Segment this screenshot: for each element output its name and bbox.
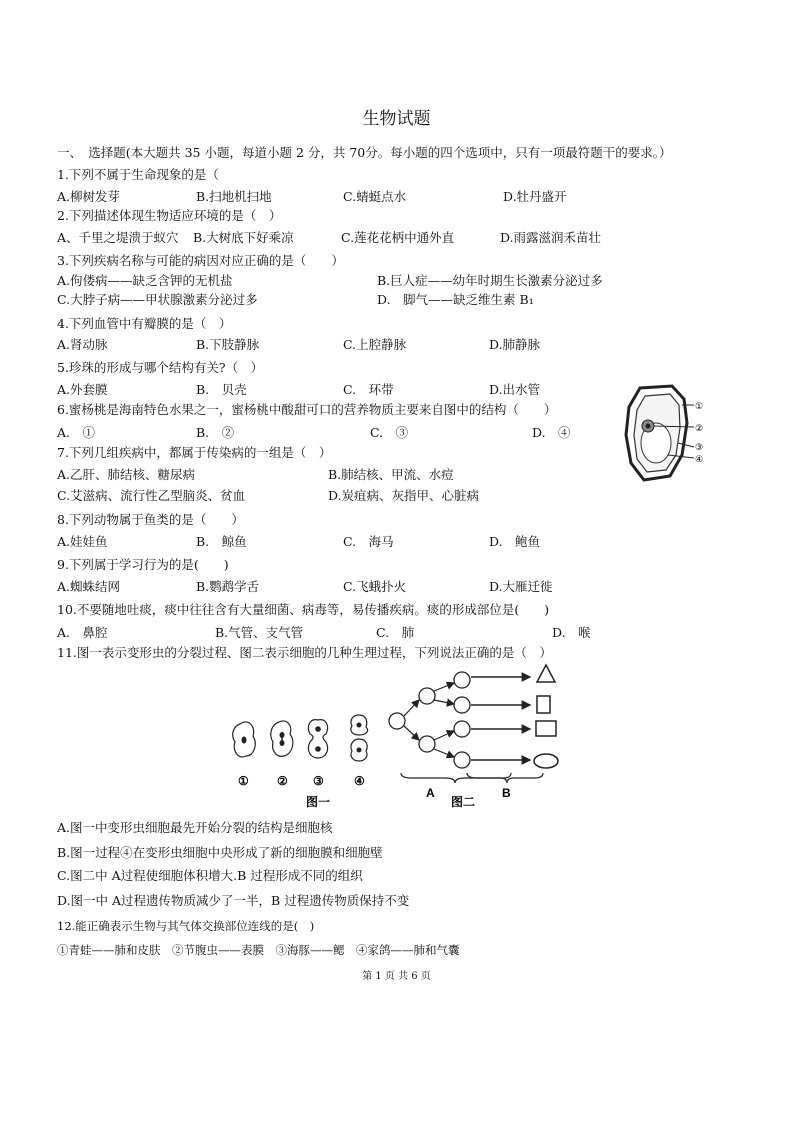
fig2-label-a: A [426,786,435,800]
q10-option-c: C. 肺 [376,625,415,640]
question-10: 10.不要随地吐痰，痰中往往含有大量细菌、病毒等，易传播疾病。痰的形成部位是( ) [57,602,550,617]
cell-label-1: ① [695,401,704,411]
fig1-num-2: ② [277,774,288,788]
q4-option-b: B.下肢静脉 [196,337,260,352]
fig1-num-3: ③ [313,774,324,788]
q4-option-a: A.肾动脉 [57,337,108,352]
q6-option-c: C. ③ [370,425,409,440]
q8-option-c: C. 海马 [343,534,394,549]
q7-option-a: A.乙肝、肺结核、糖尿病 [57,467,196,482]
q3-option-d: D. 脚气——缺乏维生素 B₁ [377,292,534,307]
q9-option-c: C.飞蛾扑火 [343,579,407,594]
q7-option-c: C.艾滋病、流行性乙型脑炎、贫血 [57,488,246,503]
question-8: 8.下列动物属于鱼类的是（ ） [57,512,244,527]
q9-option-a: A.蜘蛛结网 [57,579,121,594]
q7-option-b: B.肺结核、甲流、水痘 [328,467,454,482]
q2-option-b: B.大树底下好乘凉 [193,230,294,245]
question-2: 2.下列描述体现生物适应环境的是（ ） [57,208,282,223]
section-heading: 一、 选择题(本大题共 35 小题，每道小题 2 分，共 70分。每小题的四个选项中，只有一项最符题干的要求。） [57,145,672,160]
q2-option-a: A、千里之堤溃于蚁穴 [57,230,179,245]
fig1-num-4: ④ [354,774,365,788]
q10-option-b: B.气管、支气管 [215,625,304,640]
page-footer: 第 1 页 共 6 页 [362,971,431,982]
q10-option-a: A. 鼻腔 [57,625,108,640]
q10-option-d: D. 喉 [552,625,591,640]
q8-option-a: A.娃娃鱼 [57,534,108,549]
q4-option-d: D.肺静脉 [489,337,541,352]
q1-option-a: A.柳树发芽 [57,189,121,204]
q5-option-a: A.外套膜 [57,382,108,397]
question-7: 7.下列几组疾病中，都属于传染病的一组是（ ） [57,445,332,460]
figure-2-cell-processes [385,660,565,810]
q8-option-b: B. 鲸鱼 [196,534,247,549]
q3-option-c: C.大脖子病——甲状腺激素分泌过多 [57,292,258,307]
q11-option-b: B.图一过程④在变形虫细胞中央形成了新的细胞膜和细胞壁 [57,845,383,860]
q1-option-b: B.扫地机扫地 [196,189,272,204]
q11-option-c: C.图二中 A过程使细胞体积增大.B 过程形成不同的组织 [57,868,363,883]
q2-option-c: C.莲花花柄中通外直 [341,230,455,245]
cell-label-4: ④ [695,454,704,464]
q6-option-d: D. ④ [532,425,571,440]
question-9: 9.下列属于学习行为的是( ) [57,557,229,572]
fig1-num-1: ① [238,774,249,788]
question-12: 12.能正确表示生物与其气体交换部位连线的是( ) [57,919,315,933]
q8-option-d: D. 鲍鱼 [489,534,541,549]
q3-option-b: B.巨人症——幼年时期生长激素分泌过多 [377,273,603,288]
fig1-caption: 图一 [306,795,331,809]
q3-option-a: A.佝偻病——缺乏含钾的无机盐 [57,273,233,288]
q11-option-a: A.图一中变形虫细胞最先开始分裂的结构是细胞核 [57,820,333,835]
question-1: 1.下列不属于生命现象的是（ [57,167,219,182]
figure-1-amoeba-division [226,712,386,812]
fig2-label-b: B [502,786,511,800]
q12-statements: ①青蛙——肺和皮肤 ②节腹虫——表膜 ③海豚——鳃 ④家鸽——肺和气囊 [57,943,460,957]
q1-option-d: D.牡丹盛开 [503,189,567,204]
question-11: 11.图一表示变形虫的分裂过程、图二表示细胞的几种生理过程，下列说法正确的是（ ） [57,645,552,660]
q9-option-d: D.大雁迁徙 [489,579,553,594]
question-3: 3.下列疾病名称与可能的病因对应正确的是（ ） [57,253,344,268]
q6-option-a: A. ① [57,425,96,440]
q9-option-b: B.鹦鹉学舌 [196,579,260,594]
cell-label-2: ② [695,423,704,433]
q6-option-b: B. ② [196,425,235,440]
question-5: 5.珍珠的形成与哪个结构有关?（ ） [57,360,264,375]
q5-option-c: C. 环带 [343,382,394,397]
q11-option-d: D.图一中 A过程遗传物质减少了一半，B 过程遗传物质保持不变 [57,893,410,908]
q2-option-d: D.雨露滋润禾苗壮 [500,230,602,245]
q5-option-b: B. 贝壳 [196,382,247,397]
q4-option-c: C.上腔静脉 [343,337,407,352]
cell-label-3: ③ [695,442,704,452]
fig2-caption: 图二 [451,795,476,809]
q7-option-d: D.炭疽病、灰指甲、心脏病 [328,488,480,503]
question-6: 6.蜜杨桃是海南特色水果之一，蜜杨桃中酸甜可口的营养物质主要来自图中的结构（ ） [57,402,557,417]
plant-cell-figure [622,383,712,485]
page-title: 生物试题 [362,109,431,129]
question-4: 4.下列血管中有瓣膜的是（ ） [57,316,232,331]
q5-option-d: D.出水管 [489,382,541,397]
q1-option-c: C.蜻蜓点水 [343,189,407,204]
